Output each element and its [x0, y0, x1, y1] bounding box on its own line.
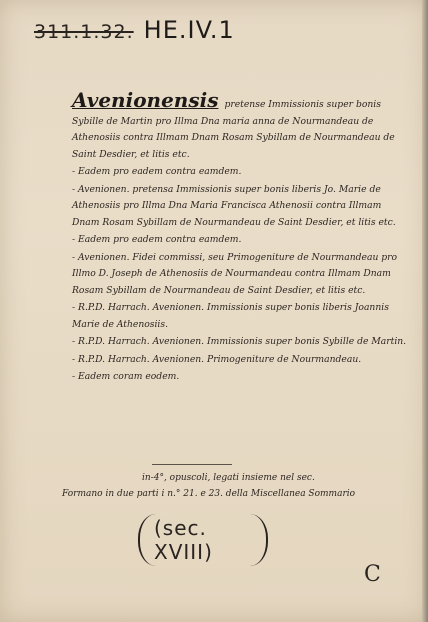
- footer-line-2: Formano in due parti i n.° 21. e 23. della Miscellanea Sommario: [62, 489, 356, 499]
- entry-6: - R.P.D. Harrach. Avenionen. Immissionis super bonis liberis Joannis Marie de Athenosiis.: [72, 302, 389, 330]
- page-mark: C: [364, 562, 381, 587]
- shelfmark-new: HE.IV.1: [143, 16, 235, 44]
- scan-edge: [422, 0, 428, 622]
- entry-9: - Eadem coram eodem.: [72, 371, 180, 382]
- entry-8: - R.P.D. Harrach. Avenionen. Primogeniture de Nourmandeau.: [72, 353, 362, 365]
- entry-3: - Avenionen. pretensa Immissionis super bonis liberis Jo. Marie de Athenosiis pro Illma Dna Maria Francisca Athenosii contra Illmam Dnam Rosam Sybillam de Nourmandeau de Saint Desdier, et litis etc.: [72, 183, 396, 228]
- footer-line-1: in-4°, opuscoli, legati insieme nel sec.: [142, 473, 315, 483]
- century-label: [138, 516, 268, 564]
- entries-list: [72, 88, 408, 387]
- entry-7: - R.P.D. Harrach. Avenionen. Immissionis super bonis Sybille de Martin.: [72, 336, 407, 347]
- entry-5: - Avenionen. Fidei commissi, seu Primogeniture de Nourmandeau pro Illmo D. Joseph de Athenosiis de Nourmandeau contra Illmam Dnam Rosam Sybillam de Nourmandeau de Saint Desdier, et litis etc.: [72, 251, 398, 296]
- entry-4: - Eadem pro eadem contra eamdem.: [72, 234, 242, 245]
- separator-rule: [152, 464, 232, 465]
- entry-1-heading: Avenionensis: [72, 88, 219, 112]
- entry-1-text: pretense Immissionis super bonis Sybille de Martin pro Illma Dna maria anna de Nourmandeau de Athenosiis contra Illmam Dnam Rosam Sybillam de Nourmandeau de Saint Desdier, et litis etc.: [72, 99, 395, 160]
- entry-1: [72, 88, 408, 163]
- century-label-text: (sec. XVIII): [138, 514, 268, 566]
- shelfmark-old-struck: 311.1.32.: [34, 21, 134, 43]
- shelfmark: [34, 16, 235, 44]
- entry-2: - Eadem pro eadem contra eamdem.: [72, 166, 242, 177]
- footer-note: [62, 470, 412, 502]
